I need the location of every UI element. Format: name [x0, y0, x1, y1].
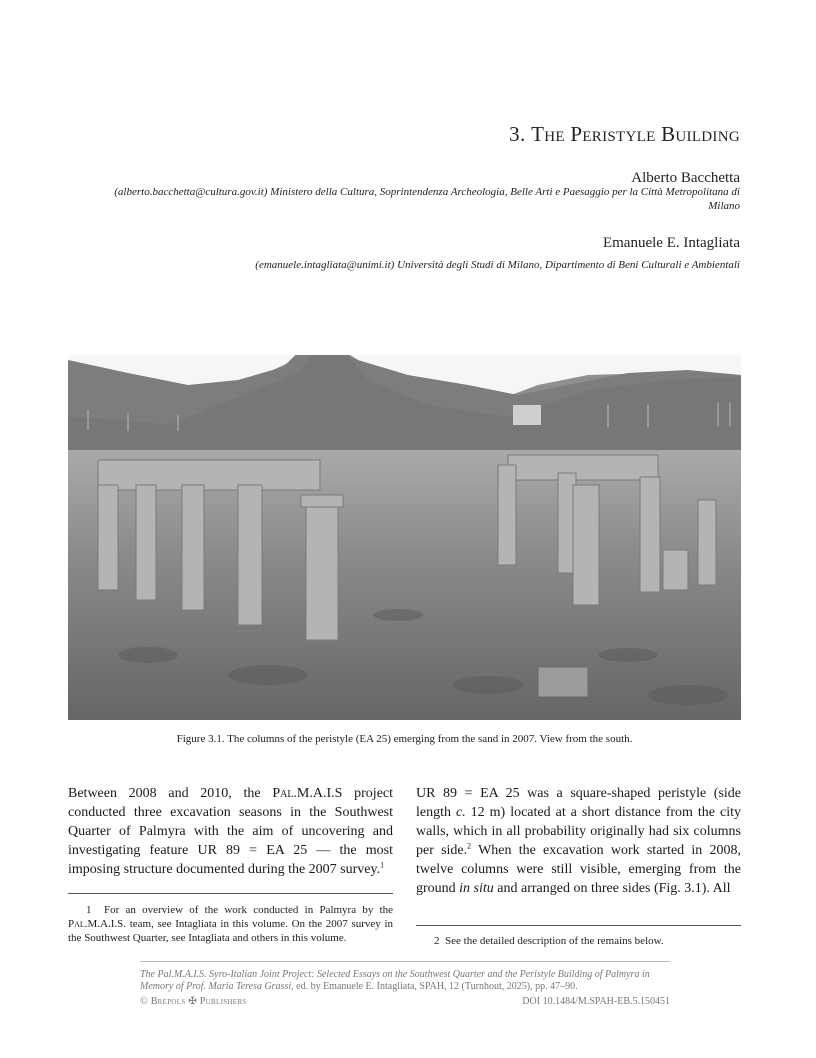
footnote-text: team, see Intagliata in this volume. On the 2007 survey in the Southwest Quarter, see Intagliata and others in this volume. [68, 918, 393, 944]
author-affiliation: (alberto.bacchetta@cultura.gov.it) Ministero della Cultura, Soprintendenza Archeologia, Belle Arti e Paesaggio per la Città Metropolitana di Milano [114, 186, 740, 212]
circa: c. [455, 805, 466, 820]
body-text: 12 m) located at a short distance from the city walls, which in all probability originally had six columns per side. [416, 805, 741, 858]
body-text: UR 89 = EA 25 was a square-shaped peristyle (side length [416, 786, 741, 820]
body-column-left [68, 784, 393, 879]
body-text: and arranged on three sides (Fig. 3.1). All [493, 881, 731, 896]
chapter-title-text: The Peristyle Building [531, 122, 740, 146]
body-text: project conducted three excavation seasons in the Southwest Quarter of Palmyra with the aim of uncovering and investigating feature UR 89 = EA 25 — the most imposing structure documented during the 2007 survey. [68, 786, 394, 877]
footnote-ref[interactable]: 1 [380, 860, 385, 870]
body-column-right [416, 784, 741, 898]
author-name: Alberto Bacchetta [631, 170, 740, 186]
footnote-text: See the detailed description of the remains below. [445, 935, 664, 947]
footer-bottom [140, 996, 670, 1008]
in-situ: in situ [459, 881, 494, 896]
footnote-number: 2 [434, 935, 440, 947]
footer-rule [140, 961, 670, 962]
figure-caption: Figure 3.1. The columns of the peristyle (EA 25) emerging from the sand in 2007. View from the south. [176, 733, 633, 745]
chapter-number: 3. [509, 122, 526, 146]
body-text: Between 2008 and 2010, the [68, 786, 273, 801]
volume-title: The Pal.M.A.I.S. Syro-Italian Joint Project: Selected Essays on the Southwest Quarter and the Peristyle Building of Palmyra in Memory of Prof. Maria Teresa Grassi [140, 969, 650, 992]
footnote-rule [68, 893, 393, 894]
figure-photo [68, 355, 741, 720]
chapter-title [509, 122, 740, 147]
author-name: Emanuele E. Intagliata [602, 235, 740, 251]
footnote-ref[interactable]: 2 [467, 841, 472, 851]
doi[interactable]: DOI 10.1484/M.SPAH-EB.5.150451 [522, 996, 670, 1007]
footer-citation [140, 969, 670, 993]
body-text: When the excavation work started in 2008, twelve columns were still visible, emerging from the ground [416, 843, 741, 896]
author-affiliation: (emanuele.intagliata@unimi.it) Università degli Studi di Milano, Dipartimento di Beni Culturali e Ambientali [255, 259, 740, 271]
citation-details: , ed. by Emanuele E. Intagliata, SPAH, 12 (Turnhout, 2025), pp. 47–90. [291, 981, 578, 992]
project-name: Pal.M.A.I.S. [68, 918, 127, 930]
footnote-text: For an overview of the work conducted in Palmyra by the [103, 904, 394, 916]
project-name: Pal.M.A.I.S [272, 786, 343, 801]
publisher: © Brepols ✠ Publishers [140, 996, 247, 1007]
footnote-number: 1 [86, 904, 92, 916]
footnote-rule [416, 925, 741, 926]
footnote [68, 903, 393, 945]
footnote [416, 934, 741, 948]
